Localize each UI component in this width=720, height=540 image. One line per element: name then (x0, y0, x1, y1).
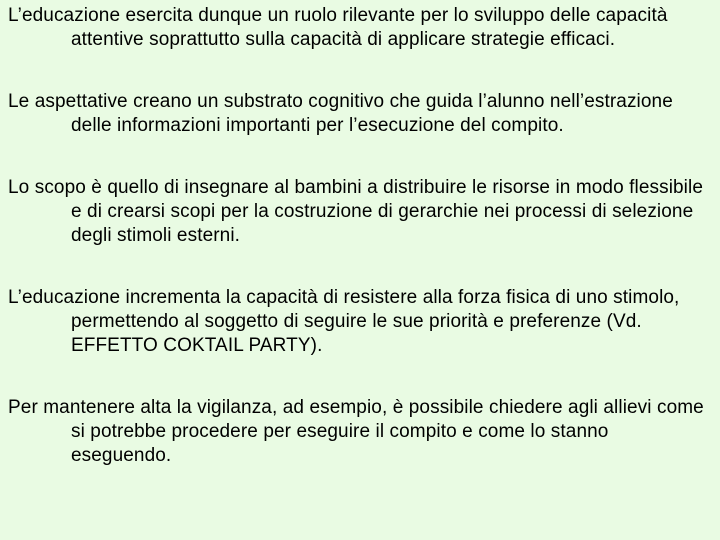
paragraph-2: Le aspettative creano un substrato cognitivo che guida l’alunno nell’estrazione delle informazioni importanti per l’esecuzione del compito. (8, 91, 673, 136)
paragraph-3: Lo scopo è quello di insegnare al bambini a distribuire le risorse in modo flessibile e di crearsi scopi per la costruzione di gerarchie nei processi di selezione degli stimoli esterni. (8, 177, 703, 246)
paragraph-1: L’educazione esercita dunque un ruolo rilevante per lo sviluppo delle capacità attentive soprattutto sulla capacità di applicare strategie efficaci. (8, 5, 668, 50)
paragraph-5: Per mantenere alta la vigilanza, ad esempio, è possibile chiedere agli allievi come si potrebbe procedere per eseguire il compito e come lo stanno eseguendo. (8, 397, 704, 466)
paragraph-4: L’educazione incrementa la capacità di resistere alla forza fisica di uno stimolo, permettendo al soggetto di seguire le sue priorità e preferenze (Vd. EFFETTO COKTAIL PARTY). (8, 287, 680, 356)
